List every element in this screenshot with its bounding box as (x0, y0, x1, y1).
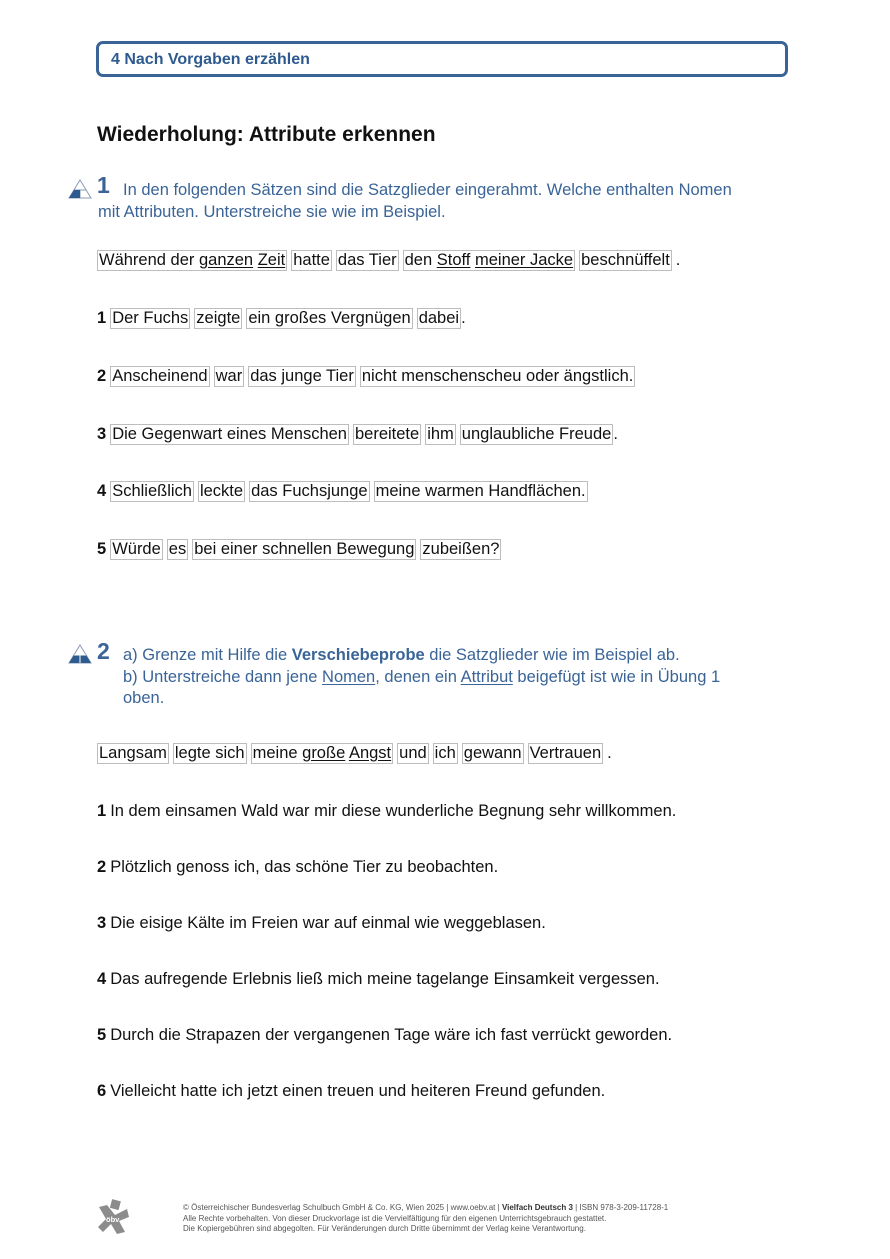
task-1-heading (68, 172, 798, 223)
sentence-part-box: war (215, 367, 243, 385)
word-text: ich (434, 744, 456, 762)
sentence-part-box: leckte (199, 482, 244, 500)
sentence-part-box (336, 250, 399, 271)
sentence-part-box: das junge Tier (250, 367, 354, 385)
sentence-number: 3 (97, 914, 107, 932)
task-2-instruction-c: oben. (123, 689, 165, 707)
task-2-sentence-4 (97, 969, 660, 989)
sentence-number: 2 (97, 367, 107, 385)
task-2-example-sentence (97, 743, 612, 764)
sentence-part-box: Würde (112, 540, 161, 558)
task-2-b-nomen: Nomen (322, 668, 376, 686)
sentence-part-box (251, 743, 394, 764)
task-2-heading (68, 638, 798, 708)
sentence-part-box: bei einer schnellen Bewegung (194, 540, 415, 558)
task-1-number: 1 (97, 172, 110, 198)
task-1-example-sentence (97, 250, 680, 271)
underlined-word: meiner Jacke (474, 251, 574, 269)
sentence-punctuation (676, 251, 681, 269)
task-1-sentence-1 (97, 308, 466, 329)
sentence-number: 2 (97, 858, 107, 876)
sentence-part-box (403, 250, 575, 271)
sentence-punctuation (607, 744, 612, 762)
sentence-number: 3 (97, 425, 107, 443)
task-2-number: 2 (97, 638, 110, 664)
underlined-word: ganzen (198, 251, 254, 269)
sentence-part-box: unglaubliche Freude (461, 425, 612, 443)
sentence-part-box (397, 743, 429, 764)
sentence-text: Das aufregende Erlebnis ließ mich meine tagelange Einsamkeit vergessen. (110, 970, 660, 988)
word-text: meine (252, 744, 303, 762)
chapter-title: 4 Nach Vorgaben erzählen (111, 51, 310, 68)
word-text: hatte (293, 251, 330, 269)
underlined-word: Stoff (436, 251, 471, 269)
sentence-part-box: Der Fuchs (112, 309, 189, 327)
word-text: Vertrauen (529, 744, 602, 762)
word-text: . (675, 251, 681, 269)
task-2-sentence-5 (97, 1025, 672, 1045)
sentence-part-box: Die Gegenwart eines Menschen (112, 425, 347, 443)
task-1-instruction-line1: In den folgenden Sätzen sind die Satzglieder eingerahmt. Welche enthalten Nomen (123, 181, 732, 199)
sentence-part-box: das Fuchsjunge (251, 482, 368, 500)
task-2-sentence-6 (97, 1081, 605, 1101)
task-2-instruction-a (123, 644, 680, 666)
sentence-part-box: zubeißen? (422, 540, 500, 558)
svg-text:öbv: öbv (106, 1215, 120, 1224)
task-2-a-text-end: die Satzglieder wie im Beispiel ab. (424, 646, 680, 664)
sentence-text: Durch die Strapazen der vergangenen Tage wäre ich fast verrückt geworden. (110, 1026, 673, 1044)
footer-line-3: Die Kopiergebühren sind abgegolten. Für Veränderungen durch Dritte übernimmt der Verlag keine Verantwortung. (183, 1224, 586, 1233)
sentence-text: Plötzlich genoss ich, das schöne Tier zu beobachten. (110, 858, 499, 876)
footer-line-2: Alle Rechte vorbehalten. Von dieser Druckvorlage ist die Vervielfältigung für den eigenen Unterrichtsgebrauch gestattet. (183, 1213, 607, 1223)
sentence-part-box (433, 743, 458, 764)
word-text: gewann (463, 744, 522, 762)
sentence-part-box: Schließlich (112, 482, 192, 500)
sentence-number: 4 (97, 970, 107, 988)
sentence-number: 1 (97, 309, 107, 327)
task-2-b-text-mid: , denen ein (375, 668, 461, 686)
sentence-text: In dem einsamen Wald war mir diese wunderliche Begnung sehr willkommen. (110, 802, 677, 820)
sentence-number: 5 (97, 1026, 107, 1044)
sentence-part-box: bereitete (354, 425, 420, 443)
task-2-a-keyword: Verschiebeprobe (291, 646, 425, 664)
task-1-sentence-4 (97, 481, 592, 502)
oebv-logo-icon (97, 1199, 131, 1235)
footer-line-1: © Österreichischer Bundesverlag Schulbuch GmbH & Co. KG, Wien 2025 | www.oebv.at | Vielfach Deutsch 3 | ISBN 978-3-209-11728-1 (183, 1203, 669, 1212)
footer-copyright (183, 1203, 668, 1235)
word-text: legte sich (174, 744, 245, 762)
difficulty-pyramid-icon (68, 179, 92, 199)
task-2-sentence-1 (97, 801, 676, 821)
word-text: beschnüffelt (581, 251, 670, 269)
sentence-part-box: meine warmen Handflächen. (375, 482, 586, 500)
sentence-part-box (462, 743, 524, 764)
task-2-b-attribut: Attribut (460, 668, 513, 686)
underlined-word: große (302, 744, 346, 762)
sentence-part-box (291, 250, 332, 271)
word-text: und (399, 744, 427, 762)
sentence-text: Vielleicht hatte ich jetzt einen treuen und heiteren Freund gefunden. (110, 1082, 606, 1100)
task-1-sentence-5 (97, 539, 505, 560)
task-2-b-text: b) Unterstreiche dann jene (123, 668, 323, 686)
sentence-part-box: dabei (418, 309, 460, 327)
page-title: Wiederholung: Attribute erkennen (97, 123, 436, 146)
task-2-b-text-end: beigefügt ist wie in Übung 1 (512, 668, 721, 686)
sentence-part-box (97, 743, 169, 764)
underlined-word: Angst (348, 744, 392, 762)
sentence-number: 6 (97, 1082, 107, 1100)
sentence-part-box: es (168, 540, 187, 558)
task-1-sentence-3 (97, 424, 618, 445)
task-2-sentence-2 (97, 857, 498, 877)
sentence-part-box: Anscheinend (112, 367, 208, 385)
sentence-number: 4 (97, 482, 107, 500)
chapter-header-box (96, 41, 788, 77)
word-text: den (404, 251, 437, 269)
sentence-part-box: ihm (427, 425, 454, 443)
task-2-instruction-b (123, 666, 720, 688)
task-1-instruction-line2: mit Attributen. Unterstreiche sie wie im Beispiel. (98, 203, 446, 221)
word-text: das Tier (337, 251, 397, 269)
word-text: . (607, 744, 612, 762)
underlined-word: Zeit (257, 251, 286, 269)
sentence-part-box (97, 250, 287, 271)
sentence-part-box (528, 743, 604, 764)
sentence-part-box: ein großes Vergnügen (248, 309, 411, 327)
difficulty-pyramid-icon (68, 644, 92, 664)
sentence-part-box: nicht menschenscheu oder ängstlich. (361, 367, 634, 385)
word-text: Während der (99, 251, 199, 269)
sentence-punctuation: . (613, 425, 618, 443)
sentence-punctuation: . (461, 309, 466, 327)
task-2-a-text: a) Grenze mit Hilfe die (123, 646, 292, 664)
word-text: Langsam (99, 744, 167, 762)
sentence-part-box: zeigte (196, 309, 241, 327)
sentence-part-box (173, 743, 247, 764)
sentence-part-box (579, 250, 672, 271)
sentence-number: 1 (97, 802, 107, 820)
sentence-text: Die eisige Kälte im Freien war auf einmal wie weggeblasen. (110, 914, 546, 932)
task-2-sentence-3 (97, 913, 546, 933)
task-1-sentence-2 (97, 366, 639, 387)
sentence-number: 5 (97, 540, 107, 558)
